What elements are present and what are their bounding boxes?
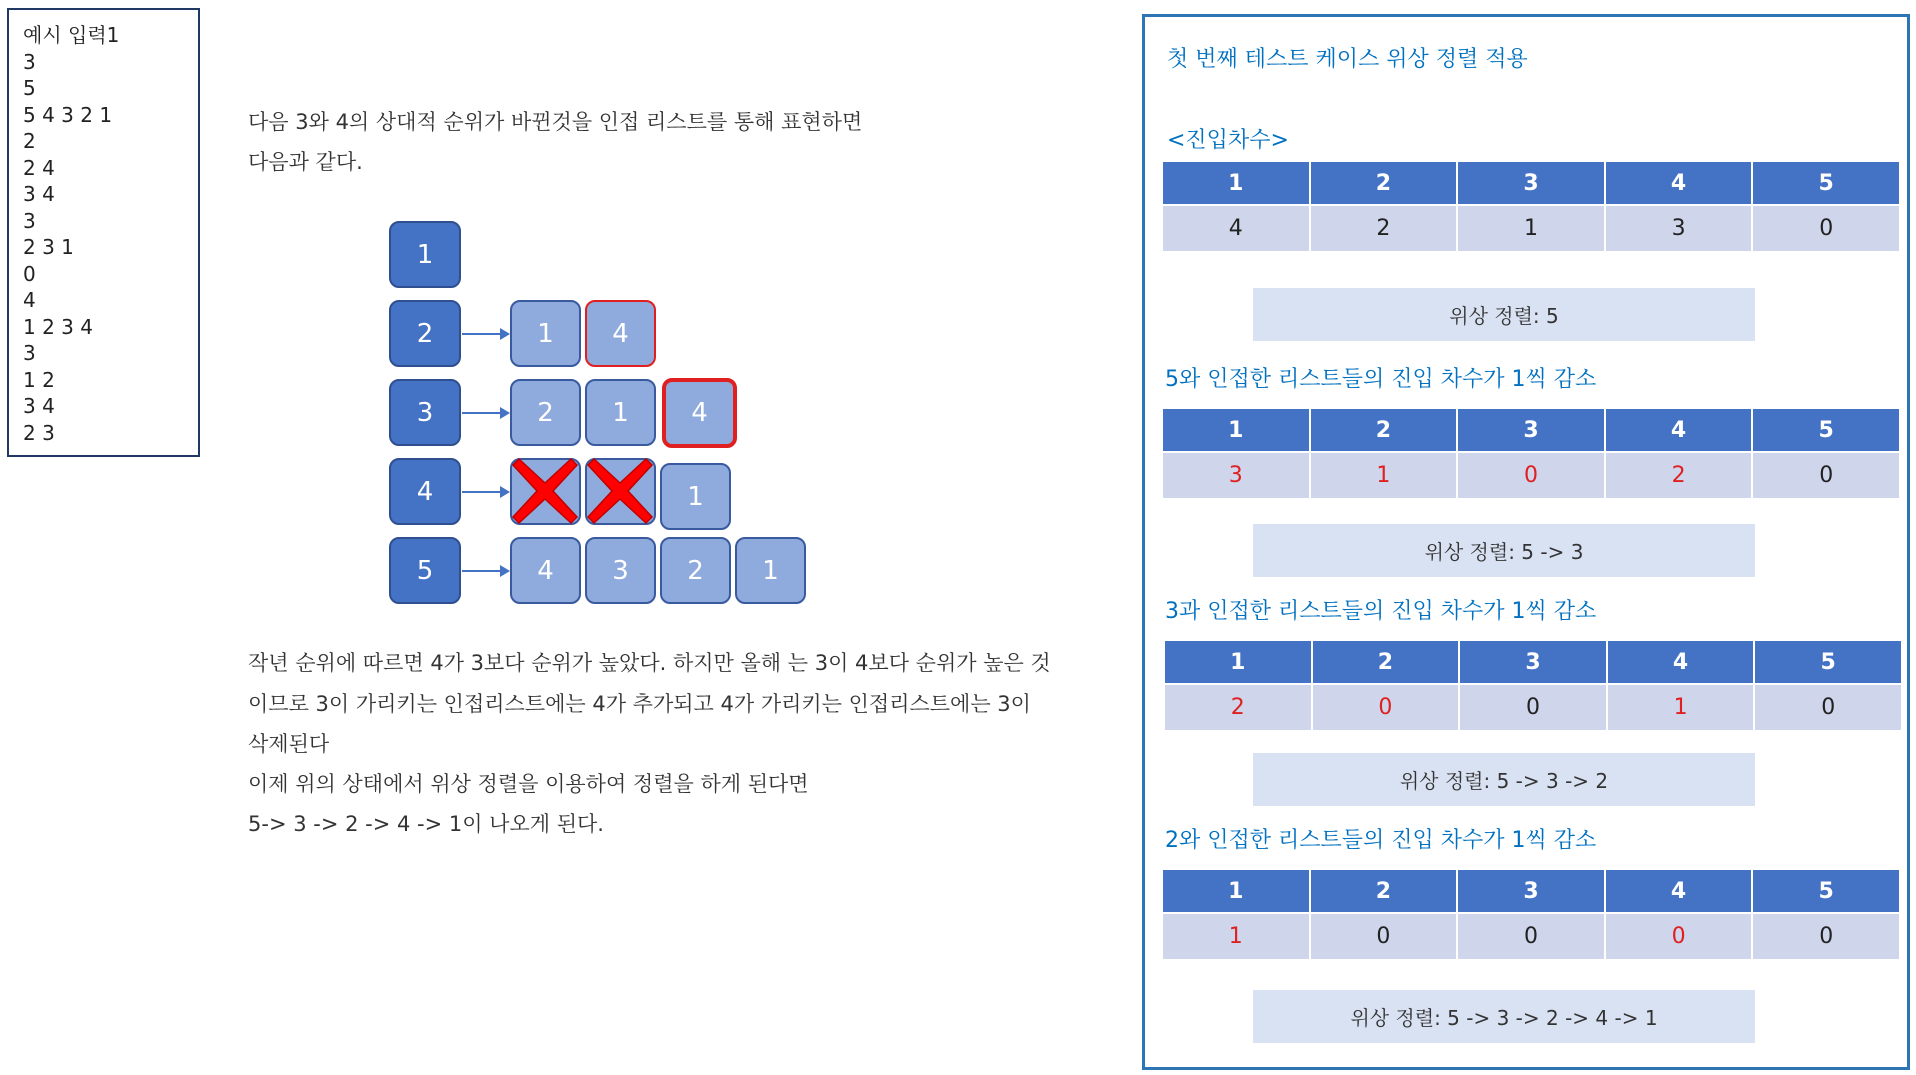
indegree-cell: 4	[1163, 204, 1309, 251]
table-header-cell: 3	[1460, 641, 1606, 683]
sort-result-box: 위상 정렬: 5 -> 3 -> 2 -> 4 -> 1	[1253, 990, 1755, 1043]
indegree-cell: 0	[1753, 204, 1899, 251]
head-node-3: 3	[389, 379, 461, 446]
head-node-4: 4	[389, 458, 461, 525]
step-caption: 5와 인접한 리스트들의 진입 차수가 1씩 감소	[1165, 367, 1597, 392]
table-header-cell: 1	[1165, 641, 1311, 683]
intro-text-line-2: 다음과 같다.	[248, 150, 363, 174]
input-line: 3 4	[23, 394, 55, 418]
indegree-cell: 2	[1606, 451, 1752, 498]
explanation-line-3: 삭제된다	[248, 732, 330, 756]
panel-title: 첫 번째 테스트 케이스 위상 정렬 적용	[1167, 47, 1528, 72]
table-header-cell: 3	[1458, 409, 1604, 451]
indegree-table	[1161, 870, 1901, 959]
table-header-cell: 3	[1458, 162, 1604, 204]
sort-result-box: 위상 정렬: 5	[1253, 288, 1755, 341]
input-line: 3	[23, 49, 36, 74]
intro-text-line-1: 다음 3와 4의 상대적 순위가 바뀐것을 인접 리스트를 통해 표현하면	[248, 110, 863, 134]
table-header-cell: 4	[1606, 162, 1752, 204]
input-line: 5	[23, 76, 36, 100]
input-line: 0	[23, 261, 36, 286]
input-line: 2	[23, 129, 36, 153]
arrow-2	[462, 333, 508, 335]
explanation-line-5: 5-> 3 -> 2 -> 4 -> 1이 나오게 된다.	[248, 812, 604, 836]
indegree-table	[1161, 162, 1901, 251]
arrow-3	[462, 412, 508, 414]
indegree-label: <진입차수>	[1167, 128, 1289, 153]
table-header-cell: 3	[1458, 870, 1604, 912]
input-line: 2 3 1	[23, 235, 74, 259]
table-header-cell: 5	[1753, 409, 1899, 451]
input-line: 5 4 3 2 1	[23, 102, 113, 127]
indegree-cell: 1	[1458, 204, 1604, 251]
table-header-cell: 2	[1313, 641, 1459, 683]
adj-node-5-2: 3	[585, 537, 656, 604]
explanation-line-1: 작년 순위에 따르면 4가 3보다 순위가 높았다. 하지만 올해 는 3이 4보다 순위가 높은 것	[248, 651, 1051, 675]
table-header-cell: 1	[1163, 409, 1309, 451]
adj-node-5-1: 4	[510, 537, 581, 604]
table-header-cell: 2	[1311, 162, 1457, 204]
indegree-cell: 2	[1165, 683, 1311, 730]
input-line: 2 4	[23, 155, 55, 180]
adj-node-4-1-deleted	[510, 458, 581, 525]
indegree-cell: 0	[1460, 683, 1606, 730]
head-node-1: 1	[389, 221, 461, 288]
arrow-4	[462, 491, 508, 493]
adj-node-2-1: 1	[510, 300, 581, 367]
explanation-line-4: 이제 위의 상태에서 위상 정렬을 이용하여 정렬을 하게 된다면	[248, 772, 809, 796]
head-node-5: 5	[389, 537, 461, 604]
input-line: 예시 입력1	[23, 23, 120, 47]
indegree-cell: 1	[1311, 451, 1457, 498]
table-header-cell: 2	[1311, 870, 1457, 912]
indegree-cell: 0	[1458, 912, 1604, 959]
adj-node-2-2-highlight: 4	[585, 300, 656, 367]
table-header-cell: 5	[1755, 641, 1901, 683]
input-line: 1 2 3 4	[23, 314, 93, 339]
sort-result-box: 위상 정렬: 5 -> 3 -> 2	[1253, 753, 1755, 806]
indegree-cell: 0	[1753, 451, 1899, 498]
indegree-cell: 0	[1458, 451, 1604, 498]
indegree-cell: 0	[1755, 683, 1901, 730]
step-caption: 3과 인접한 리스트들의 진입 차수가 1씩 감소	[1165, 599, 1597, 624]
table-header-cell: 1	[1163, 870, 1309, 912]
table-header-cell: 2	[1311, 409, 1457, 451]
indegree-cell: 0	[1606, 912, 1752, 959]
table-header-cell: 4	[1606, 870, 1752, 912]
indegree-table	[1163, 641, 1903, 730]
adj-node-3-1: 2	[510, 379, 581, 446]
sort-result-box: 위상 정렬: 5 -> 3	[1253, 524, 1755, 577]
head-node-2: 2	[389, 300, 461, 367]
input-line: 3 4	[23, 182, 55, 206]
indegree-cell: 3	[1163, 451, 1309, 498]
indegree-cell: 1	[1608, 683, 1754, 730]
input-line: 3	[23, 341, 36, 365]
indegree-cell: 0	[1313, 683, 1459, 730]
table-header-cell: 5	[1753, 162, 1899, 204]
topological-sort-panel	[1142, 14, 1910, 1070]
adj-node-5-4: 1	[735, 537, 806, 604]
table-header-cell: 4	[1606, 409, 1752, 451]
adj-node-4-3: 1	[660, 463, 731, 530]
arrow-5	[462, 570, 508, 572]
input-line: 1 2	[23, 367, 55, 392]
input-line: 2 3	[23, 420, 55, 445]
input-line: 4	[23, 288, 36, 312]
indegree-cell: 0	[1753, 912, 1899, 959]
indegree-table	[1161, 409, 1901, 498]
indegree-cell: 1	[1163, 912, 1309, 959]
table-header-cell: 4	[1608, 641, 1754, 683]
adj-node-3-2: 1	[585, 379, 656, 446]
indegree-cell: 3	[1606, 204, 1752, 251]
indegree-cell: 2	[1311, 204, 1457, 251]
indegree-cell: 0	[1311, 912, 1457, 959]
adj-node-5-3: 2	[660, 537, 731, 604]
table-header-cell: 5	[1753, 870, 1899, 912]
table-header-cell: 1	[1163, 162, 1309, 204]
adj-node-3-3-added: 4	[662, 378, 737, 448]
input-line: 3	[23, 208, 36, 233]
adj-node-4-2-deleted	[585, 458, 656, 525]
step-caption: 2와 인접한 리스트들의 진입 차수가 1씩 감소	[1165, 828, 1597, 853]
explanation-line-2: 이므로 3이 가리키는 인접리스트에는 4가 추가되고 4가 가리키는 인접리스트에는 3이	[248, 692, 1031, 716]
example-input-box	[7, 8, 200, 457]
